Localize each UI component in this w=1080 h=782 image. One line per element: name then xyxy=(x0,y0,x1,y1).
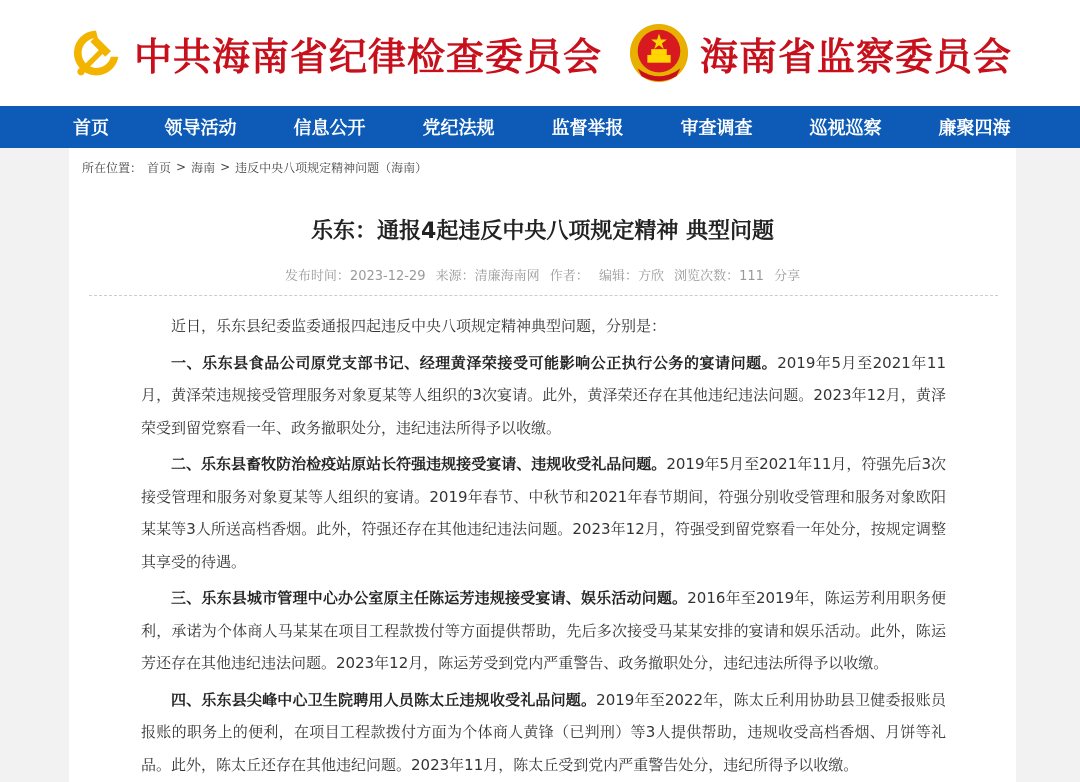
case-paragraph xyxy=(141,448,946,578)
nav-item-report[interactable]: 监督举报 xyxy=(551,118,624,139)
case-paragraph xyxy=(141,347,946,445)
case-heading: 一、乐东县食品公司原党支部书记、经理黄泽荣接受可能影响公正执行公务的宴请问题。 xyxy=(171,353,778,372)
article-editor: 编辑：方欣 xyxy=(598,269,664,284)
case-paragraph xyxy=(141,582,946,680)
case-heading: 四、乐东县尖峰中心卫生院聘用人员陈太丘违规收受礼品问题。 xyxy=(171,690,597,709)
article-author: 作者： xyxy=(549,269,589,284)
breadcrumb-category[interactable]: 违反中央八项规定精神问题（海南） xyxy=(235,160,428,175)
nav-item-investigation[interactable]: 审查调查 xyxy=(680,118,753,139)
case-body: 2019年5月至2021年11月，黄泽荣违规接受管理服务对象夏某等人组织的3次宴请。此外，黄泽荣还存在其他违纪违法问题。2023年12月，黄泽荣受到留党察看一年、政务撤职处分，违纪违法所得予以收缴。 xyxy=(141,353,946,437)
national-emblem-icon xyxy=(628,22,690,84)
article-body xyxy=(69,310,1016,781)
nav-item-leadership[interactable]: 领导活动 xyxy=(164,118,237,139)
nav-item-inspection[interactable]: 巡视巡察 xyxy=(809,118,882,139)
breadcrumb xyxy=(69,148,1016,186)
article-source: 来源：清廉海南网 xyxy=(435,269,540,284)
breadcrumb-hainan[interactable]: 海南 xyxy=(191,160,216,175)
nav-item-home[interactable]: 首页 xyxy=(73,118,109,139)
case-body: 2019年至2022年，陈太丘利用协助县卫健委报账员报账的职务上的便利，在项目工程款拨付方面为个体商人黄锋（已判刑）等3人提供帮助，违规收受高档香烟、月饼等礼品。此外，陈太丘还存在其他违纪问题。2023年11月，陈太丘受到党内严重警告处分，违纪所得予以收缴。 xyxy=(141,690,946,774)
content-panel xyxy=(69,148,1016,782)
publish-date: 发布时间：2023-12-29 xyxy=(284,269,426,284)
article-title: 乐东：通报4起违反中央八项规定精神 典型问题 xyxy=(311,219,774,244)
share-link[interactable]: 分享 xyxy=(774,269,801,284)
meta-divider xyxy=(89,295,998,296)
case-paragraph xyxy=(141,684,946,782)
case-heading: 二、乐东县畜牧防治检疫站原站长符强违规接受宴请、违规收受礼品问题。 xyxy=(171,455,667,473)
breadcrumb-home[interactable]: 首页 xyxy=(147,160,172,175)
brand[interactable] xyxy=(68,22,1012,84)
nav-item-regulations[interactable]: 党纪法规 xyxy=(422,118,495,139)
breadcrumb-separator: > xyxy=(176,160,187,174)
breadcrumb-prefix: 所在位置： xyxy=(82,160,143,175)
hammer-sickle-icon xyxy=(68,25,124,81)
view-count: 浏览次数：111 xyxy=(674,269,764,284)
supervision-commission-title: 海南省监察委员会 xyxy=(700,33,1013,79)
party-committee-title: 中共海南省纪律检查委员会 xyxy=(133,33,602,79)
nav-item-info-disclosure[interactable]: 信息公开 xyxy=(293,118,366,139)
site-header xyxy=(0,0,1080,106)
nav-item-lianju[interactable]: 廉聚四海 xyxy=(938,118,1011,139)
case-heading: 三、乐东县城市管理中心办公室原主任陈运芳违规接受宴请、娱乐活动问题。 xyxy=(171,589,688,607)
article-intro: 近日，乐东县纪委监委通报四起违反中央八项规定精神典型问题，分别是： xyxy=(171,317,667,335)
case-body: 2016年至2019年，陈运芳利用职务便利，承诺为个体商人马某某在项目工程款拨付等方面提供帮助，先后多次接受马某某安排的宴请和娱乐活动。此外，陈运芳还存在其他违纪违法问题。2023年12月，陈运芳受到党内严重警告、政务撤职处分，违纪违法所得予以收缴。 xyxy=(141,589,946,672)
main-nav xyxy=(0,106,1080,148)
case-body: 2019年5月至2021年11月，符强先后3次接受管理和服务对象夏某等人组织的宴请。2019年春节、中秋节和2021年春节期间，符强分别收受管理和服务对象欧阳某某等3人所送高档香烟。此外，符强还存在其他违纪违法问题。2023年12月，符强受到留党察看一年处分，按规定调整其享受的待遇。 xyxy=(141,455,946,571)
breadcrumb-separator: > xyxy=(220,160,231,174)
article-meta xyxy=(69,265,1016,284)
